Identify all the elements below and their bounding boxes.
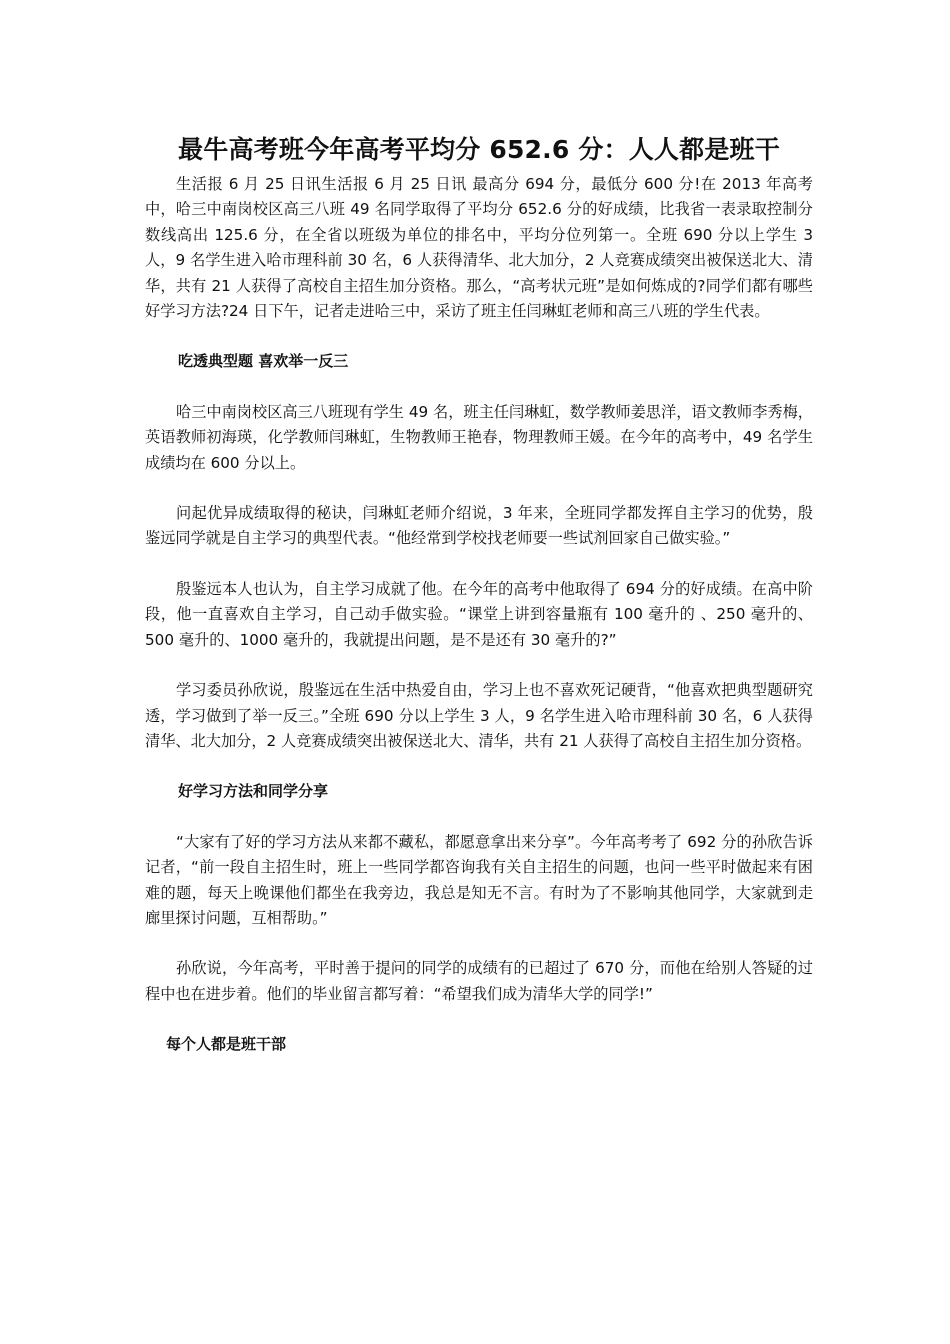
section1-paragraph-1: 哈三中南岗校区高三八班现有学生 49 名，班主任闫琳虹，数学教师姜思洋，语文教师李秀梅，英语教师初海瑛，化学教师闫琳虹，生物教师王艳春，物理教师王媛。在今年的高考中，49 名学生成绩均在 600 分以上。 [145,402,813,472]
section1-paragraph-3: 殷鉴远本人也认为，自主学习成就了他。在今年的高考中他取得了 694 分的好成绩。在高中阶段，他一直喜欢自主学习，自己动手做实验。“课堂上讲到容量瓶有 100 毫升的 、250 毫升的、500 毫升的、1000 毫升的，我就提出问题，是不是还有 30 毫升的?” [145,579,813,649]
intro-paragraph: 生活报 6 月 25 日讯生活报 6 月 25 日讯 最高分 694 分，最低分 600 分!在 2013 年高考中，哈三中南岗校区高三八班 49 名同学取得了平均分 652.6 分的好成绩，比我省一表录取控制分数线高出 125.6 分，在全省以班级为单位的排名中，平均分位列第一。全班 690 分以上学生 3 人，9 名学生进入哈市理科前 30 名，6 人获得清华、北大加分，2 人竞赛成绩突出被保送北大、清华，共有 21 人获得了高校自主招生加分资格。那么，“高考状元班”是如何炼成的?同学们都有哪些好学习方法?24 日下午，记者走进哈三中，采访了班主任闫琳虹老师和高三八班的学生代表。 [145,175,813,321]
section-heading-2: 好学习方法和同学分享 [178,782,329,801]
section1-paragraph-2: 问起优异成绩取得的秘诀，闫琳虹老师介绍说，3 年来，全班同学都发挥自主学习的优势，殷鉴远同学就是自主学习的典型代表。“他经常到学校找老师要一些试剂回家自己做实验。” [145,504,813,548]
section-heading-3: 每个人都是班干部 [166,1035,287,1054]
document-page [145,130,813,1058]
section2-paragraph-2: 孙欣说，今年高考，平时善于提问的同学的成绩有的已超过了 670 分，而他在给别人答疑的过程中也在进步着。他们的毕业留言都写着：“希望我们成为清华大学的同学!” [145,959,813,1003]
section2-paragraph-1: “大家有了好的学习方法从来都不藏私，都愿意拿出来分享”。今年高考考了 692 分的孙欣告诉记者，“前一段自主招生时，班上一些同学都咨询我有关自主招生的问题，也问一些平时做起来有困难的题，每天上晚课他们都坐在我旁边，我总是知无不言。有时为了不影响其他同学，大家就到走廊里探讨问题，互相帮助。” [145,832,813,927]
section-heading-1: 吃透典型题 喜欢举一反三 [178,352,349,371]
section1-paragraph-4: 学习委员孙欣说，殷鉴远在生活中热爱自由，学习上也不喜欢死记硬背，“他喜欢把典型题研究透，学习做到了举一反三。”全班 690 分以上学生 3 人，9 名学生进入哈市理科前 30 名，6 人获得清华、北大加分，2 人竞赛成绩突出被保送北大、清华，共有 21 人获得了高校自主招生加分资格。 [145,681,813,750]
article-title: 最牛高考班今年高考平均分 652.6 分：人人都是班干 [178,135,780,164]
